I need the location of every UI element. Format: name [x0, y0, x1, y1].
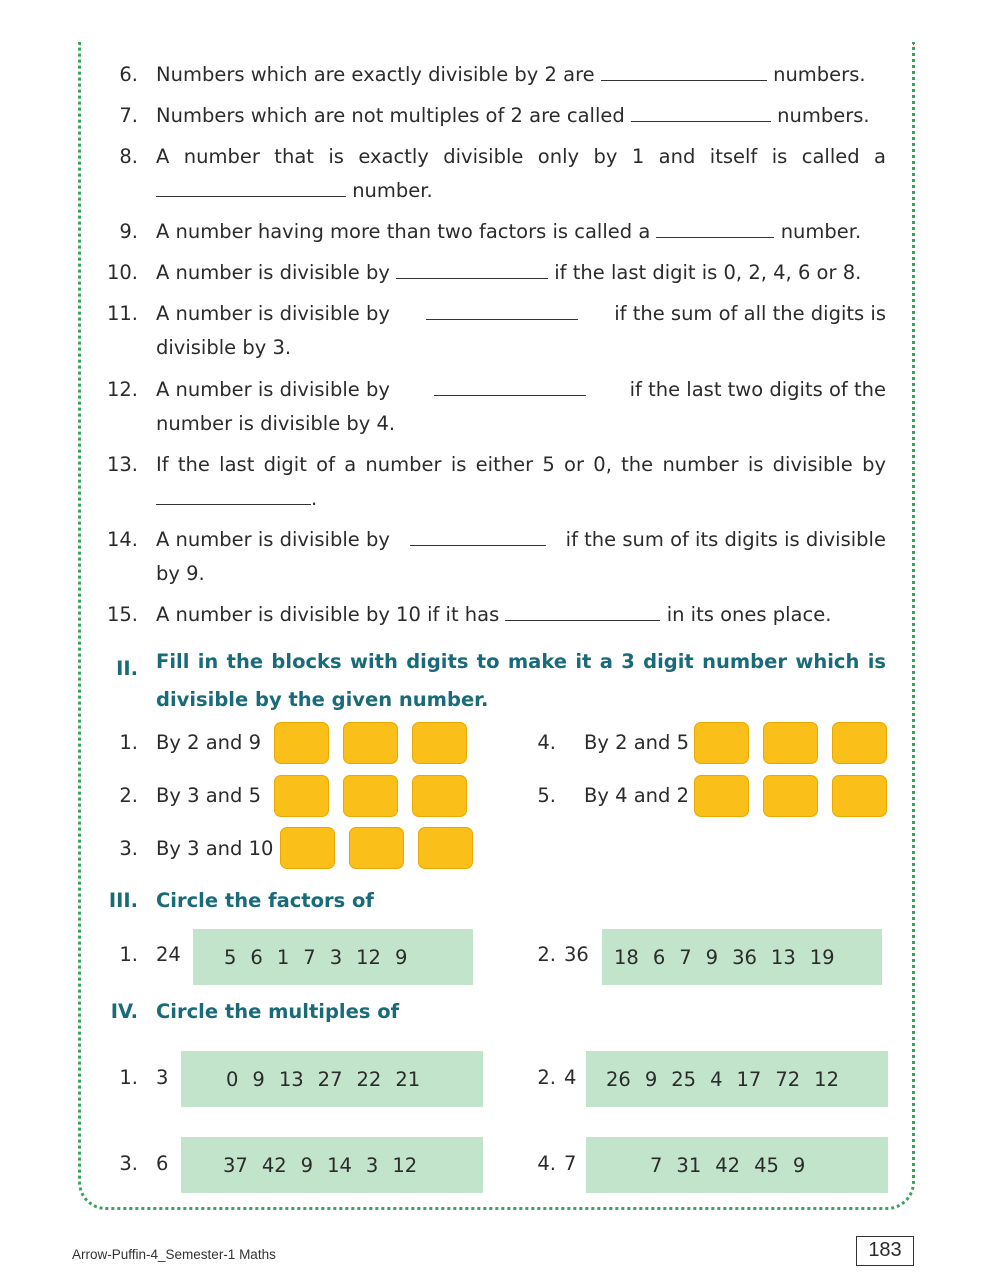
item-label: By 3 and 5 — [156, 784, 262, 807]
question-number: 7. — [119, 104, 138, 127]
option-value[interactable]: 3 — [365, 1153, 379, 1177]
item-number: 1. — [119, 943, 138, 966]
option-value[interactable]: 45 — [754, 1153, 779, 1177]
question-text: Numbers which are not multiples of 2 are called — [156, 104, 625, 127]
question-text-end: if the last digit is 0, 2, 4, 6 or 8. — [554, 261, 862, 284]
item-target-number: 24 — [156, 943, 181, 966]
factor-options-1 — [193, 929, 473, 985]
option-value[interactable]: 19 — [809, 945, 835, 969]
option-value[interactable]: 9 — [394, 945, 408, 969]
question-text-line2: by 9. — [156, 562, 205, 585]
question-number: 11. — [106, 302, 138, 325]
option-value[interactable]: 17 — [736, 1067, 762, 1091]
question-text: Numbers which are exactly divisible by 2 are — [156, 63, 595, 86]
digit-block[interactable] — [763, 722, 818, 764]
question-text-line2: number is divisible by 4. — [156, 412, 396, 435]
section-iii-number: III. — [108, 889, 138, 912]
option-value[interactable]: 21 — [395, 1067, 421, 1091]
answer-blank[interactable] — [426, 297, 578, 320]
option-value[interactable]: 31 — [676, 1153, 702, 1177]
question-number: 10. — [106, 261, 138, 284]
item-number: 4. — [537, 731, 556, 754]
question-number: 6. — [119, 63, 138, 86]
question-number: 9. — [119, 220, 138, 243]
answer-blank[interactable] — [505, 598, 660, 621]
option-value[interactable]: 18 — [614, 945, 639, 969]
digit-block[interactable] — [349, 827, 404, 869]
digit-block[interactable] — [274, 775, 329, 817]
question-text-end: in its ones place. — [666, 603, 832, 626]
question-text: If the last digit of a number is either 5 or 0, the number is divisible by — [156, 453, 886, 476]
option-value[interactable]: 13 — [278, 1067, 304, 1091]
item-number: 2. — [537, 1066, 556, 1089]
question-number: 14. — [106, 528, 138, 551]
question-text-end: number. — [780, 220, 862, 243]
option-value[interactable]: 9 — [705, 945, 719, 969]
item-number: 4. — [537, 1152, 556, 1175]
option-value[interactable]: 42 — [715, 1153, 741, 1177]
option-value[interactable]: 13 — [770, 945, 796, 969]
item-number: 1. — [119, 1066, 138, 1089]
option-value[interactable]: 1 — [276, 945, 290, 969]
option-value[interactable]: 4 — [710, 1067, 723, 1091]
question-number: 12. — [106, 378, 138, 401]
item-target-number: 7 — [564, 1152, 577, 1175]
answer-blank[interactable] — [601, 58, 767, 81]
item-label: By 4 and 2 — [584, 784, 690, 807]
item-target-number: 6 — [156, 1152, 169, 1175]
question-text-end: numbers. — [777, 104, 870, 127]
question-text: A number is divisible by — [156, 261, 390, 284]
option-value[interactable]: 0 — [226, 1067, 239, 1091]
multiple-options-4 — [586, 1137, 888, 1193]
question-text: A number is divisible by 10 if it has — [156, 603, 500, 626]
option-value[interactable]: 36 — [732, 945, 757, 969]
option-value[interactable]: 6 — [250, 945, 263, 969]
item-label: By 3 and 10 — [156, 837, 274, 860]
section-ii-title: Fill in the blocks with digits to make it a 3 digit number which is — [156, 650, 886, 673]
question-text-end: if the last two digits of the — [629, 378, 886, 401]
item-target-number: 3 — [156, 1066, 169, 1089]
question-text: A number is divisible by — [156, 302, 390, 325]
question-number: 15. — [106, 603, 138, 626]
answer-blank[interactable] — [656, 215, 774, 238]
item-number: 2. — [119, 784, 138, 807]
digit-block[interactable] — [412, 722, 467, 764]
question-text: A number is divisible by — [156, 528, 390, 551]
digit-block[interactable] — [832, 775, 887, 817]
option-value[interactable]: 12 — [392, 1153, 418, 1177]
question-text-end: numbers. — [773, 63, 866, 86]
item-number: 5. — [537, 784, 556, 807]
option-value[interactable]: 26 — [606, 1067, 631, 1091]
answer-blank[interactable] — [410, 523, 546, 546]
option-value[interactable]: 6 — [652, 945, 666, 969]
question-text-line2: divisible by 3. — [156, 336, 292, 359]
option-value[interactable]: 9 — [644, 1067, 658, 1091]
footer-book-title: Arrow-Puffin-4_Semester-1 Maths — [72, 1247, 276, 1262]
digit-block[interactable] — [763, 775, 818, 817]
question-number: 8. — [119, 145, 138, 168]
option-value[interactable]: 9 — [252, 1067, 265, 1091]
option-value[interactable]: 22 — [356, 1067, 382, 1091]
digit-block[interactable] — [694, 722, 749, 764]
option-value[interactable]: 42 — [261, 1153, 287, 1177]
section-ii-number: II. — [116, 657, 138, 680]
item-number: 3. — [119, 1152, 138, 1175]
digit-block[interactable] — [418, 827, 473, 869]
item-number: 1. — [119, 731, 138, 754]
option-value[interactable]: 12 — [814, 1067, 839, 1091]
option-value[interactable]: 27 — [317, 1067, 343, 1091]
digit-block[interactable] — [274, 722, 329, 764]
digit-block[interactable] — [280, 827, 335, 869]
option-value[interactable]: 3 — [329, 945, 343, 969]
question-number: 13. — [106, 453, 138, 476]
digit-block[interactable] — [412, 775, 467, 817]
option-value[interactable]: 5 — [224, 945, 237, 969]
page-number: 183 — [856, 1236, 914, 1266]
item-target-number: 4 — [564, 1066, 577, 1089]
question-text: A number that is exactly divisible only by 1 and itself is called a — [156, 145, 886, 168]
multiple-options-3 — [181, 1137, 483, 1193]
answer-blank[interactable] — [434, 373, 586, 396]
option-value[interactable]: 9 — [300, 1153, 314, 1177]
question-text-end: if the sum of all the digits is — [614, 302, 886, 325]
item-target-number: 36 — [564, 943, 589, 966]
option-value[interactable]: 25 — [671, 1067, 697, 1091]
option-value[interactable]: 37 — [223, 1153, 248, 1177]
option-value[interactable]: 14 — [327, 1153, 352, 1177]
answer-blank[interactable] — [156, 174, 346, 197]
question-text-end: number. — [352, 179, 433, 202]
option-value[interactable]: 7 — [679, 945, 692, 969]
section-ii-title-line2: divisible by the given number. — [156, 688, 489, 711]
item-number: 2. — [537, 943, 556, 966]
section-iv-title: Circle the multiples of — [156, 1000, 400, 1023]
option-value[interactable]: 72 — [775, 1067, 801, 1091]
section-iii-title: Circle the factors of — [156, 889, 374, 912]
answer-blank[interactable] — [156, 482, 311, 505]
item-label: By 2 and 9 — [156, 731, 262, 754]
question-text-end: if the sum of its digits is divisible — [565, 528, 886, 551]
digit-block[interactable] — [694, 775, 749, 817]
question-text: A number having more than two factors is called a — [156, 220, 651, 243]
question-text: A number is divisible by — [156, 378, 390, 401]
answer-blank[interactable] — [631, 99, 771, 122]
option-value[interactable]: 12 — [356, 945, 381, 969]
digit-block[interactable] — [343, 775, 398, 817]
option-value[interactable]: 9 — [792, 1153, 806, 1177]
option-value[interactable]: 7 — [650, 1153, 663, 1177]
answer-blank[interactable] — [396, 256, 548, 279]
section-iv-number: IV. — [110, 1000, 138, 1023]
option-value[interactable]: 7 — [303, 945, 316, 969]
multiple-options-1 — [181, 1051, 483, 1107]
digit-block[interactable] — [343, 722, 398, 764]
factor-options-2 — [602, 929, 882, 985]
item-number: 3. — [119, 837, 138, 860]
multiple-options-2 — [586, 1051, 888, 1107]
item-label: By 2 and 5 — [584, 731, 690, 754]
digit-block[interactable] — [832, 722, 887, 764]
question-text-end: . — [311, 487, 318, 510]
